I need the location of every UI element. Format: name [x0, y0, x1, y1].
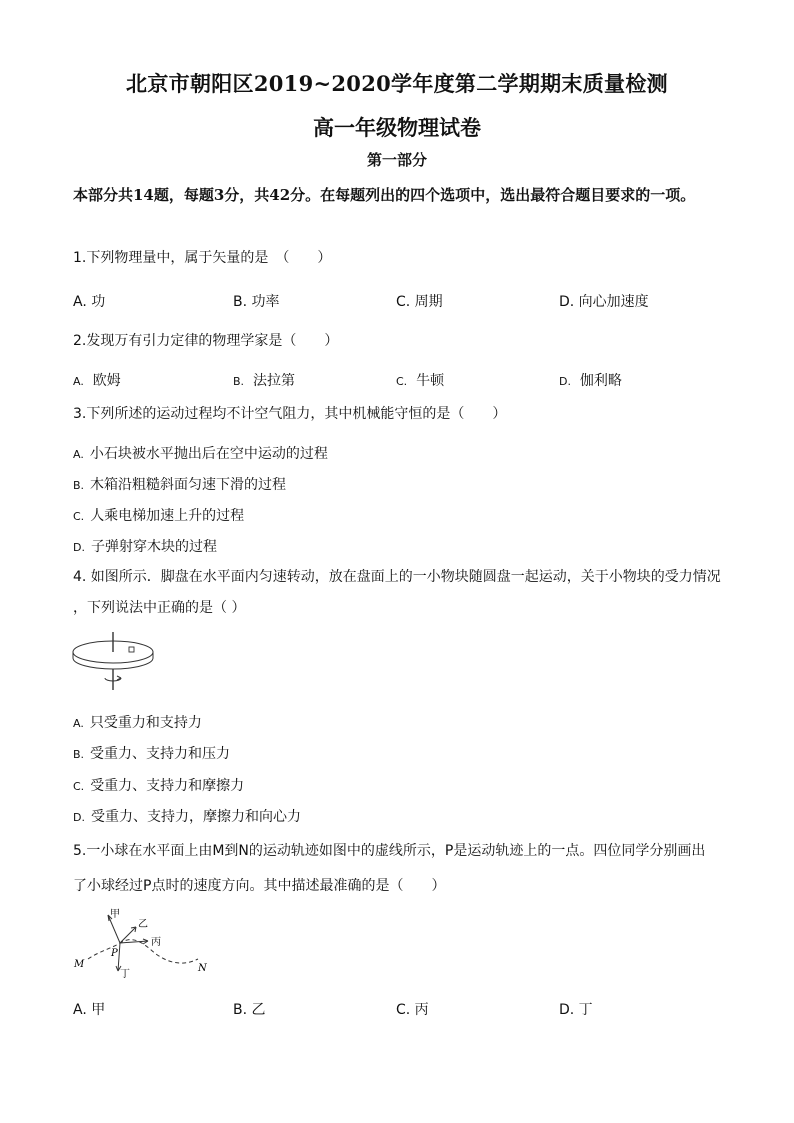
question-3-option-b: B. 木箱沿粗糙斜面匀速下滑的过程: [73, 477, 287, 493]
question-4-option-d: D. 受重力、支持力，摩擦力和向心力: [73, 809, 301, 825]
question-3-option-a: A. 小石块被水平抛出后在空中运动的过程: [73, 446, 328, 462]
label-bing: 丙: [151, 937, 161, 948]
turntable-figure: [70, 628, 160, 692]
option-d: D. 向心加速度: [559, 294, 649, 310]
question-5-stem-line1: 5.一小球在水平面上由M到N的运动轨迹如图中的虚线所示，P是运动轨迹上的一点。四位同学分别画出: [73, 843, 706, 859]
question-3-option-d: D. 子弹射穿木块的过程: [73, 539, 217, 555]
question-4-option-a: A. 只受重力和支持力: [73, 715, 202, 731]
label-jia: 甲: [110, 909, 120, 920]
option-c: C. 丙: [396, 1002, 429, 1018]
label-p: P: [111, 948, 118, 959]
question-4-option-c: C. 受重力、支持力和摩擦力: [73, 778, 245, 794]
label-n: N: [198, 963, 207, 974]
option-d: D. 伽利略: [559, 373, 622, 389]
option-b: B. 乙: [233, 1002, 266, 1018]
question-2-stem: 2.发现万有引力定律的物理学家是（ ）: [73, 333, 339, 349]
label-m: M: [74, 959, 85, 970]
option-c: C. 周期: [396, 294, 443, 310]
question-3-stem: 3.下列所述的运动过程均不计空气阻力，其中机械能守恒的是（ ）: [73, 406, 507, 422]
option-c: C. 牛顿: [396, 373, 445, 389]
option-b: B. 功率: [233, 294, 280, 310]
option-b: B. 法拉第: [233, 373, 295, 389]
question-3-option-c: C. 人乘电梯加速上升的过程: [73, 508, 245, 524]
exam-subtitle: 高一年级物理试卷: [313, 115, 481, 140]
section-heading: 第一部分: [366, 151, 427, 169]
question-1-stem: 1.下列物理量中，属于矢量的是 （ ）: [73, 250, 332, 266]
section-instructions: 本部分共14题，每题3分，共42分。在每题列出的四个选项中，选出最符合题目要求的一项。: [73, 186, 696, 204]
label-yi: 乙: [138, 919, 148, 930]
trajectory-figure: [70, 905, 220, 985]
question-4-stem-line2: ，下列说法中正确的是（ ）: [73, 600, 246, 616]
question-4-stem-line1: 4. 如图所示．脚盘在水平面内匀速转动，放在盘面上的一小物块随圆盘一起运动，关于小物块的受力情况: [73, 569, 721, 585]
question-5-stem-line2: 了小球经过P点时的速度方向。其中描述最准确的是（ ）: [73, 878, 446, 894]
exam-title: 北京市朝阳区2019~2020学年度第二学期期末质量检测: [126, 71, 668, 96]
option-a: A. 功: [73, 294, 106, 310]
label-ding: 丁: [120, 969, 130, 980]
option-a: A. 欧姆: [73, 373, 121, 389]
question-4-option-b: B. 受重力、支持力和压力: [73, 746, 231, 762]
option-d: D. 丁: [559, 1002, 593, 1018]
option-a: A. 甲: [73, 1002, 106, 1018]
